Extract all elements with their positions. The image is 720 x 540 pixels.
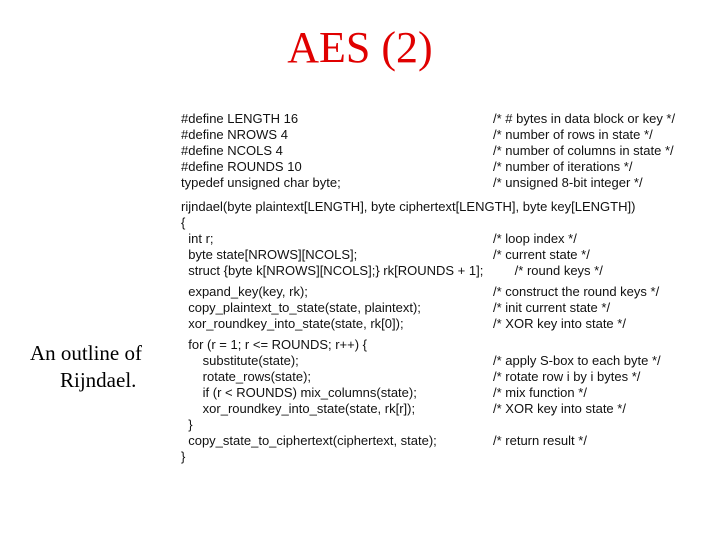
code-line: [181, 175, 711, 191]
code-line: [181, 337, 711, 353]
code-line: [181, 199, 711, 215]
spacer: [181, 191, 711, 199]
code-line: [181, 300, 711, 316]
code-text: expand_key(key, rk);: [181, 284, 308, 299]
code-line: [181, 284, 711, 300]
code-comment: /* unsigned 8-bit integer */: [493, 175, 643, 190]
code-comment: /* number of rows in state */: [493, 127, 653, 142]
code-line: [181, 385, 711, 401]
code-comment: /* construct the round keys */: [493, 284, 660, 299]
code-comment: /* XOR key into state */: [493, 316, 626, 331]
code-comment: /* current state */: [493, 247, 590, 262]
code-line: [181, 263, 711, 279]
code-line: [181, 353, 711, 369]
code-text: xor_roundkey_into_state(state, rk[r]);: [181, 401, 416, 416]
caption-line-2: Rijndael.: [60, 368, 137, 392]
code-text: struct {byte k[NROWS][NCOLS];} rk[ROUNDS + 1];: [181, 263, 484, 278]
code-text: copy_state_to_ciphertext(ciphertext, state);: [181, 433, 437, 448]
code-comment: /* mix function */: [493, 385, 587, 400]
code-listing: [181, 111, 711, 465]
code-line: [181, 231, 711, 247]
code-text: if (r < ROUNDS) mix_columns(state);: [181, 385, 417, 400]
code-line: [181, 417, 711, 433]
code-comment: /* number of iterations */: [493, 159, 633, 174]
code-comment: /* rotate row i by i bytes */: [493, 369, 641, 384]
code-text: typedef unsigned char byte;: [181, 175, 341, 190]
function-signature: rijndael(byte plaintext[LENGTH], byte ciphertext[LENGTH], byte key[LENGTH]): [181, 199, 636, 214]
code-comment: /* return result */: [493, 433, 587, 448]
code-line: [181, 215, 711, 231]
loop-close: }: [181, 417, 193, 432]
code-line: [181, 316, 711, 332]
code-text: rotate_rows(state);: [181, 369, 312, 384]
code-line: [181, 369, 711, 385]
code-comment: /* init current state */: [493, 300, 611, 315]
slide-title: AES (2): [287, 23, 433, 72]
code-comment: /* number of columns in state */: [493, 143, 674, 158]
code-text: #define NROWS 4: [181, 127, 288, 142]
code-text: xor_roundkey_into_state(state, rk[0]);: [181, 316, 404, 331]
code-text: byte state[NROWS][NCOLS];: [181, 247, 358, 262]
code-text: #define ROUNDS 10: [181, 159, 302, 174]
code-comment: /* XOR key into state */: [493, 401, 626, 416]
code-text: #define LENGTH 16: [181, 111, 299, 126]
code-text: copy_plaintext_to_state(state, plaintext);: [181, 300, 421, 315]
code-line: [181, 159, 711, 175]
caption-line-1: An outline of: [30, 341, 142, 365]
code-line: [181, 433, 711, 449]
code-line: [181, 127, 711, 143]
loop-header: for (r = 1; r <= ROUNDS; r++) {: [181, 337, 368, 352]
open-brace: {: [181, 215, 186, 230]
code-line: [181, 247, 711, 263]
code-text: int r;: [181, 231, 214, 246]
code-line: [181, 401, 711, 417]
code-line: [181, 143, 711, 159]
code-comment: /* apply S-box to each byte */: [493, 353, 661, 368]
slide-caption: [30, 340, 170, 394]
close-brace: }: [181, 449, 186, 464]
code-comment: /* loop index */: [493, 231, 577, 246]
code-comment: /* # bytes in data block or key */: [493, 111, 676, 126]
code-line: [181, 449, 711, 465]
code-text: substitute(state);: [181, 353, 299, 368]
code-comment: /* round keys */: [493, 263, 603, 278]
code-line: [181, 111, 711, 127]
code-text: #define NCOLS 4: [181, 143, 283, 158]
